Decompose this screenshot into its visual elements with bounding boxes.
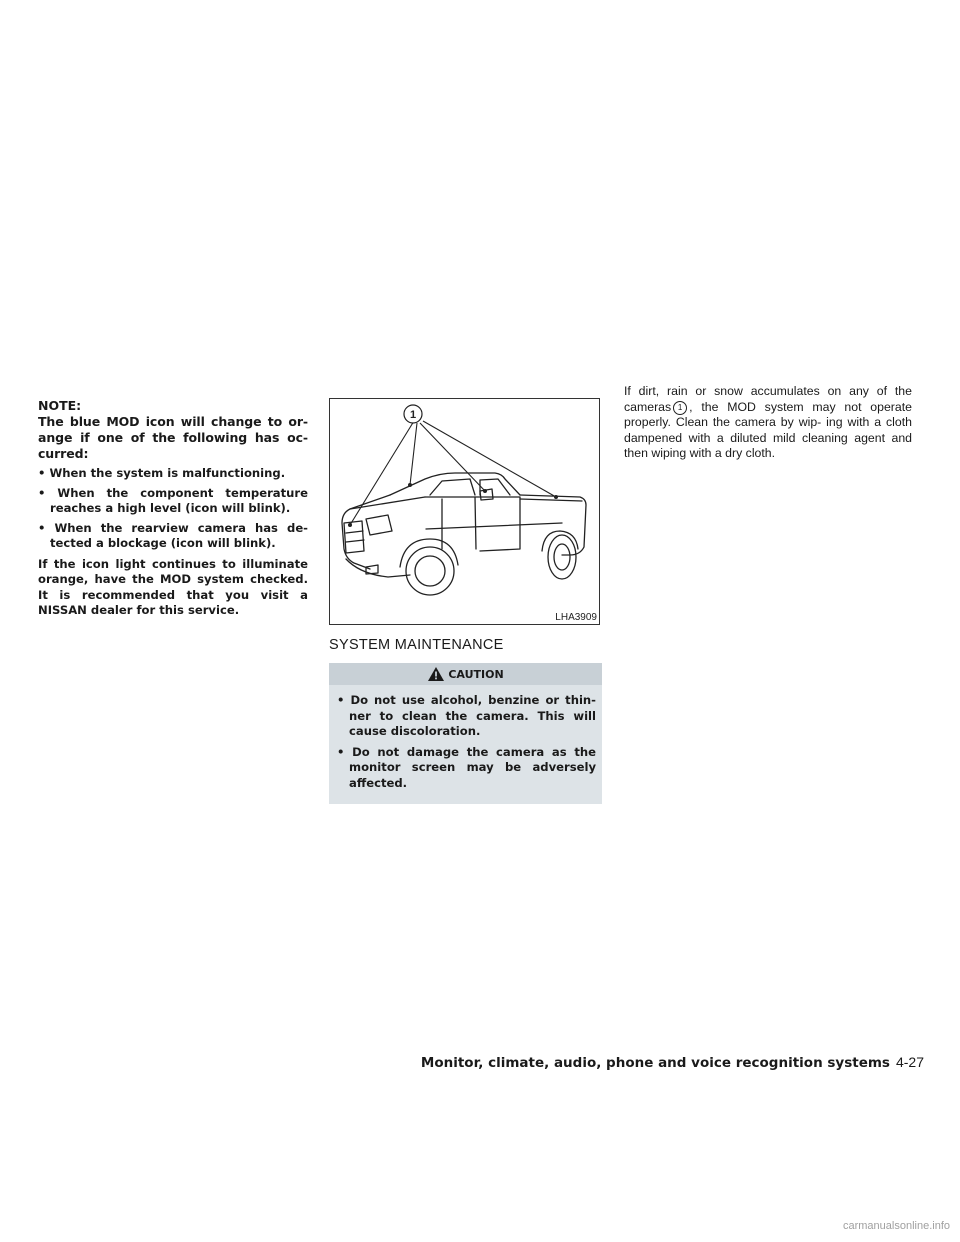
chapter-title: Monitor, climate, audio, phone and voice recognition systems (420, 1055, 890, 1071)
note-title: NOTE: (38, 398, 82, 413)
maintenance-column (329, 398, 602, 804)
camera-callout-marker: 1 (673, 401, 687, 415)
caution-box (329, 663, 602, 804)
truck-illustration (330, 399, 599, 624)
figure-code: LHA3909 (555, 612, 597, 623)
note-bullet: • When the system is malfunctioning. (38, 466, 286, 480)
note-bullet: • When the rearview camera has de- tected a blockage (icon will blink). (38, 520, 308, 550)
note-followup: If the icon light continues to illuminate orange, have the MOD system checked. It is recommended that you visit a NISSAN dealer for this service. (38, 556, 308, 617)
maintenance-text-before: If dirt, rain or snow accumulates on any of the cameras (624, 384, 912, 414)
cleaning-column (624, 384, 912, 462)
caution-label: CAUTION (448, 667, 504, 681)
note-bullet: • When the component temperature reaches a high level (icon will blink). (38, 485, 308, 515)
note-column (38, 398, 308, 619)
section-heading: SYSTEM MAINTENANCE (329, 637, 504, 653)
truck-camera-figure (329, 398, 600, 625)
maintenance-paragraph (624, 384, 912, 462)
warning-triangle-icon (427, 666, 445, 682)
figure-callout: 1 (409, 409, 417, 421)
note-bullets (38, 466, 308, 552)
caution-header (329, 663, 602, 685)
page-footer (380, 1054, 924, 1071)
caution-list (329, 685, 602, 804)
caution-item: • Do not use alcohol, benzine or thin- ner to clean the camera. This will cause discoloration. (337, 693, 596, 738)
watermark: carmanualsonline.info (842, 1220, 950, 1232)
maintenance-text-after: , the MOD system may not operate properly. Clean the camera by wip- ing with a cloth dampened with a diluted mild cleaning agent and then wiping with a dry cloth. (624, 399, 912, 460)
caution-item: • Do not damage the camera as the monitor screen may be adversely affected. (337, 744, 596, 790)
note-lead: The blue MOD icon will change to or- ange if one of the following has oc- curred: (38, 414, 308, 461)
page-number: 4-27 (895, 1054, 924, 1070)
